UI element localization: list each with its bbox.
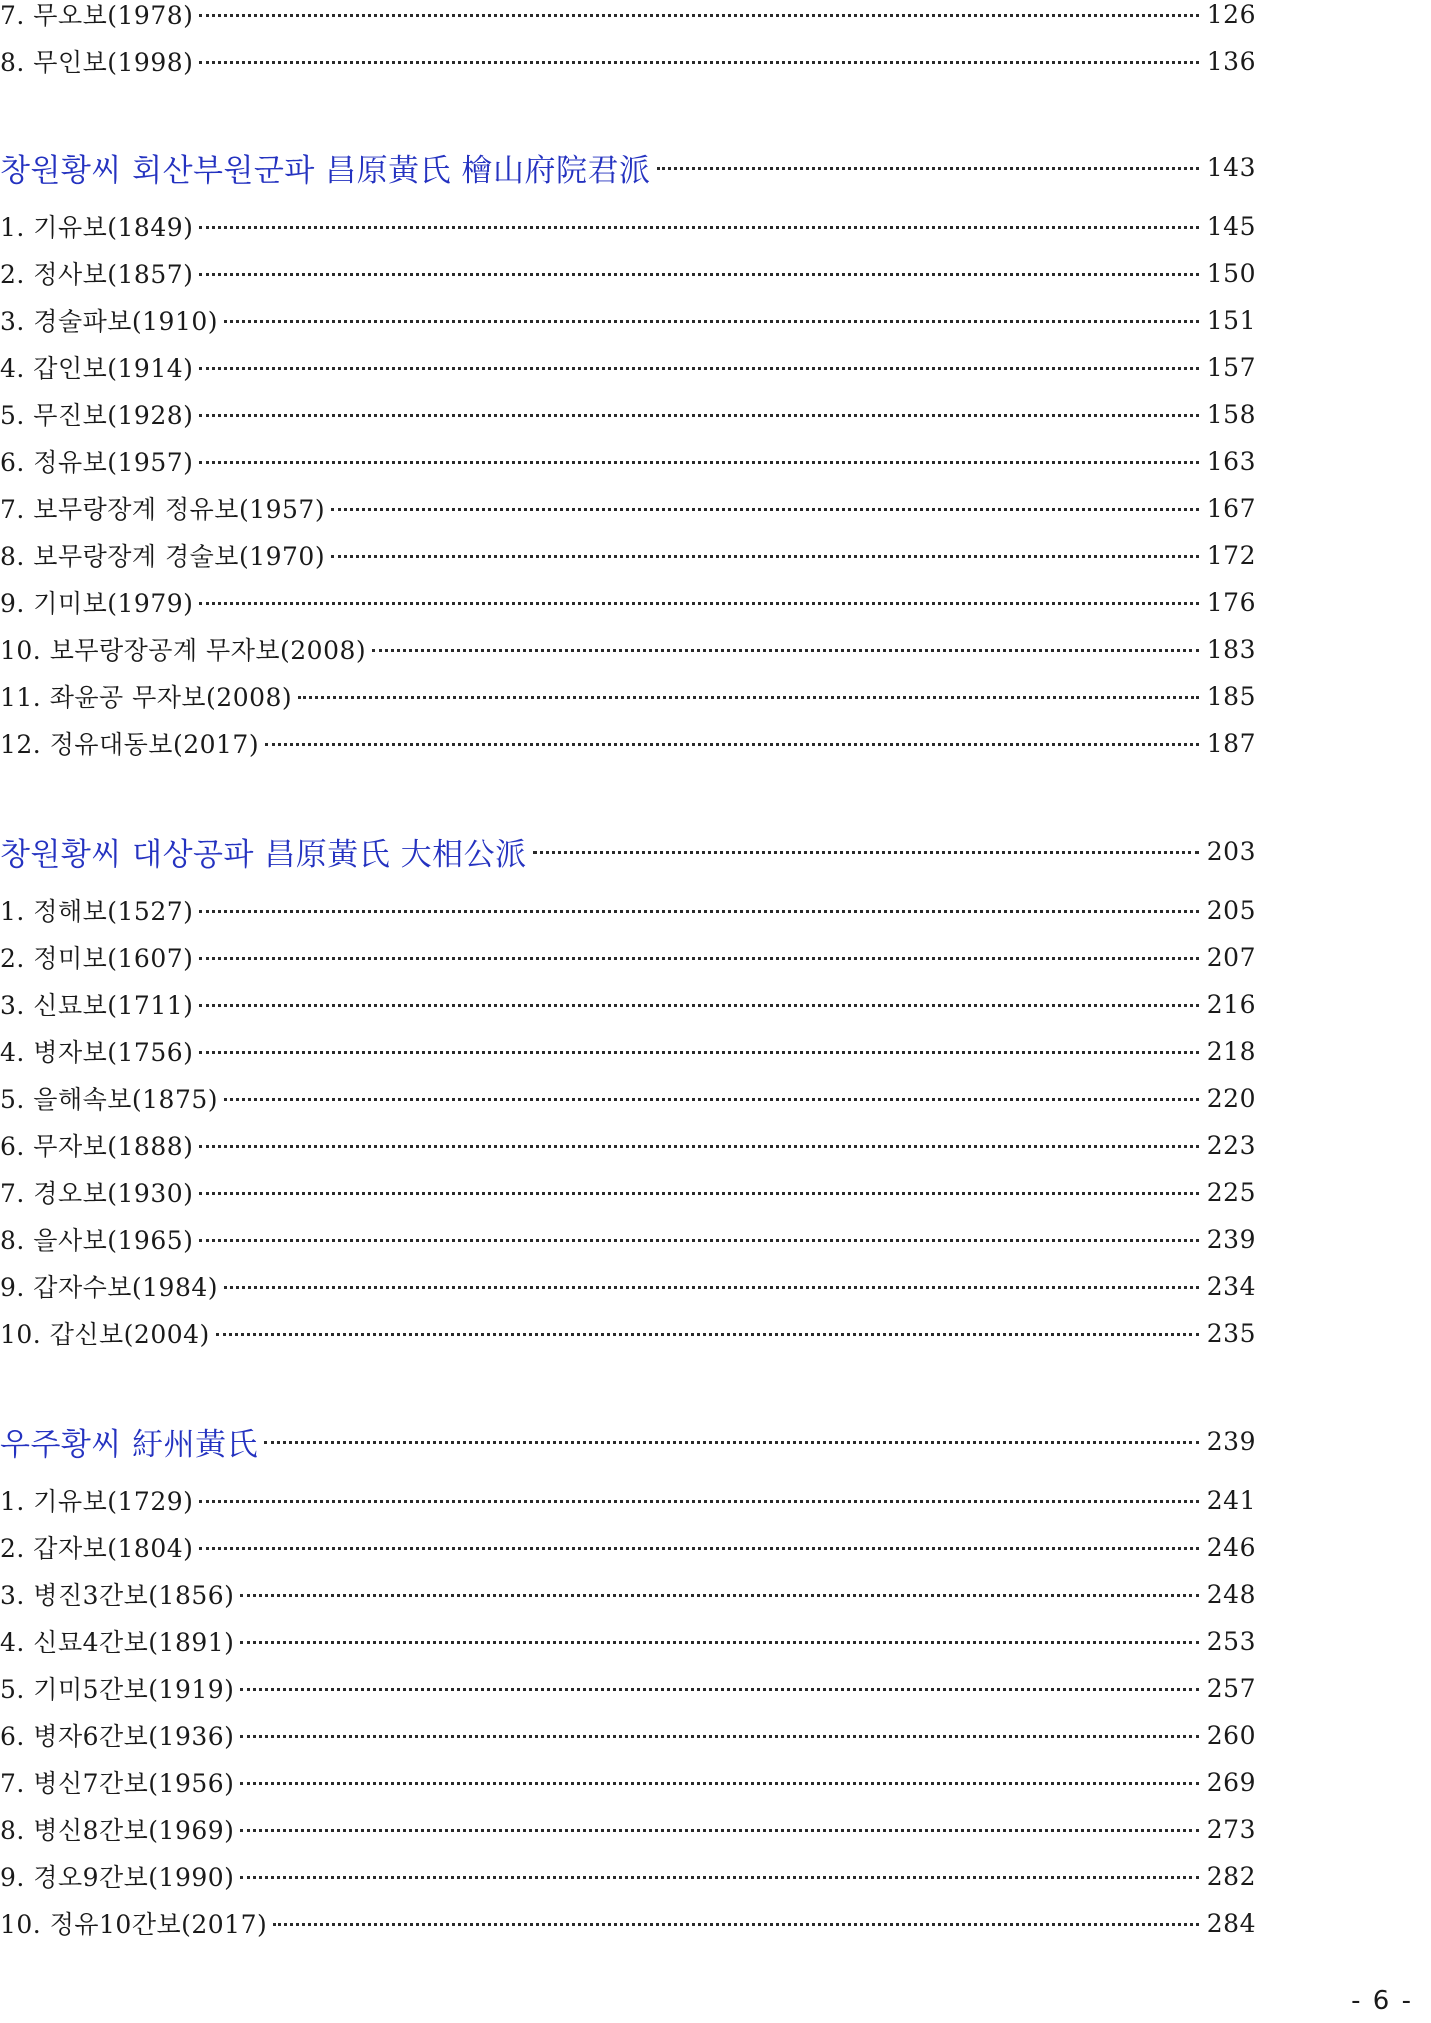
toc-entry-label: 8. 을사보(1965) xyxy=(0,1226,194,1255)
toc-entry-label: 7. 무오보(1978) xyxy=(0,1,194,30)
toc-entry[interactable] xyxy=(0,488,1256,528)
dot-leader xyxy=(199,226,1198,229)
dot-leader xyxy=(331,508,1199,511)
toc-entry[interactable] xyxy=(0,347,1256,387)
toc-section-heading[interactable] xyxy=(0,1421,1256,1461)
dot-leader xyxy=(199,414,1198,417)
section-heading-label: 우주황씨 紆州黃氏 xyxy=(0,1426,259,1463)
toc-page-number: 145 xyxy=(1206,211,1256,241)
section-heading-label: 창원황씨 대상공파 昌原黃氏 大相公派 xyxy=(0,836,527,873)
toc-page-number: 218 xyxy=(1206,1036,1256,1066)
toc-entry[interactable] xyxy=(0,890,1256,930)
dot-leader xyxy=(199,273,1198,276)
toc-entry[interactable] xyxy=(0,253,1256,293)
dot-leader xyxy=(199,1051,1198,1054)
toc-page-number: 158 xyxy=(1206,399,1256,429)
toc-entry[interactable] xyxy=(0,394,1256,434)
dot-leader xyxy=(199,1239,1198,1242)
toc-entry[interactable] xyxy=(0,1031,1256,1071)
toc-entry-label: 3. 병진3간보(1856) xyxy=(0,1581,235,1610)
toc-entry-label: 10. 갑신보(2004) xyxy=(0,1320,210,1349)
toc-entry[interactable] xyxy=(0,582,1256,622)
toc-entry-label: 7. 보무랑장계 정유보(1957) xyxy=(0,495,326,524)
toc-section-heading[interactable] xyxy=(0,147,1256,187)
toc-entry[interactable] xyxy=(0,206,1256,246)
toc-page-number: 234 xyxy=(1206,1271,1256,1301)
toc-entry[interactable] xyxy=(0,1527,1256,1567)
dot-leader xyxy=(240,1688,1198,1691)
toc-entry-label: 10. 정유10간보(2017) xyxy=(0,1910,268,1939)
toc-page-number: 248 xyxy=(1206,1579,1256,1609)
toc-entry-label: 3. 신묘보(1711) xyxy=(0,991,194,1020)
page-number: - 6 - xyxy=(1351,1986,1413,2016)
toc-entry[interactable] xyxy=(0,1762,1256,1802)
toc-entry-label: 1. 기유보(1849) xyxy=(0,213,194,242)
toc-page-number: 163 xyxy=(1206,446,1256,476)
dot-leader xyxy=(224,1098,1199,1101)
toc-entry-label: 8. 보무랑장계 경술보(1970) xyxy=(0,542,326,571)
toc-entry-label: 9. 갑자수보(1984) xyxy=(0,1273,219,1302)
toc-page-number: 126 xyxy=(1206,0,1256,29)
toc-entry-label: 10. 보무랑장공계 무자보(2008) xyxy=(0,636,367,665)
toc-entry-label: 2. 정미보(1607) xyxy=(0,944,194,973)
toc-entry-label: 5. 무진보(1928) xyxy=(0,401,194,430)
toc-page-number: 187 xyxy=(1206,728,1256,758)
toc-entry[interactable] xyxy=(0,723,1256,763)
toc-entry-label: 8. 무인보(1998) xyxy=(0,48,194,77)
dot-leader xyxy=(265,743,1199,746)
dot-leader xyxy=(240,1782,1198,1785)
toc-page-number: 257 xyxy=(1206,1673,1256,1703)
toc-entry[interactable] xyxy=(0,1078,1256,1118)
dot-leader xyxy=(224,320,1199,323)
toc-entry[interactable] xyxy=(0,937,1256,977)
dot-leader xyxy=(199,1004,1198,1007)
toc-page-number: 205 xyxy=(1206,895,1256,925)
toc-page-number: 150 xyxy=(1206,258,1256,288)
toc-page-number: 282 xyxy=(1206,1861,1256,1891)
toc-entry[interactable] xyxy=(0,300,1256,340)
toc-page-number: 151 xyxy=(1206,305,1256,335)
dot-leader xyxy=(199,367,1198,370)
dot-leader xyxy=(533,851,1199,854)
dot-leader xyxy=(199,910,1198,913)
toc-page-number: 273 xyxy=(1206,1814,1256,1844)
section-heading-label: 창원황씨 회산부원군파 昌原黃氏 檜山府院君派 xyxy=(0,152,651,189)
toc-entry-label: 4. 신묘4간보(1891) xyxy=(0,1628,235,1657)
toc-entry[interactable] xyxy=(0,984,1256,1024)
dot-leader xyxy=(240,1829,1198,1832)
dot-leader xyxy=(199,461,1198,464)
toc-page-number: 223 xyxy=(1206,1130,1256,1160)
toc-entry-label: 9. 기미보(1979) xyxy=(0,589,194,618)
toc-entry[interactable] xyxy=(0,1172,1256,1212)
dot-leader xyxy=(199,602,1198,605)
toc-entry-label: 2. 정사보(1857) xyxy=(0,260,194,289)
toc-entry-label: 2. 갑자보(1804) xyxy=(0,1534,194,1563)
toc-entry-label: 5. 을해속보(1875) xyxy=(0,1085,219,1114)
toc-entry-label: 1. 정해보(1527) xyxy=(0,897,194,926)
toc-page-number: 167 xyxy=(1206,493,1256,523)
toc-page-number: 172 xyxy=(1206,540,1256,570)
toc-entry-label: 7. 병신7간보(1956) xyxy=(0,1769,235,1798)
dot-leader xyxy=(216,1333,1199,1336)
toc-entry[interactable] xyxy=(0,441,1256,481)
toc-page-number: 284 xyxy=(1206,1908,1256,1938)
toc-page-number: 216 xyxy=(1206,989,1256,1019)
toc-entry-label: 8. 병신8간보(1969) xyxy=(0,1816,235,1845)
toc-entry[interactable] xyxy=(0,1621,1256,1661)
dot-leader xyxy=(240,1594,1198,1597)
dot-leader xyxy=(199,1192,1198,1195)
dot-leader xyxy=(273,1923,1199,1926)
toc-entry[interactable] xyxy=(0,1903,1256,1943)
toc-page-number: 220 xyxy=(1206,1083,1256,1113)
toc-entry[interactable] xyxy=(0,1266,1256,1306)
toc-page-number: 235 xyxy=(1206,1318,1256,1348)
toc-entry[interactable] xyxy=(0,629,1256,669)
toc-entry-label: 3. 경술파보(1910) xyxy=(0,307,219,336)
toc-page-number: 203 xyxy=(1206,836,1256,866)
dot-leader xyxy=(298,696,1199,699)
toc-entry-label: 1. 기유보(1729) xyxy=(0,1487,194,1516)
toc-entry-label: 6. 병자6간보(1936) xyxy=(0,1722,235,1751)
toc-page-number: 183 xyxy=(1206,634,1256,664)
dot-leader xyxy=(199,957,1198,960)
toc-page-number: 225 xyxy=(1206,1177,1256,1207)
toc-page-number: 239 xyxy=(1206,1426,1256,1456)
toc-entry-label: 4. 병자보(1756) xyxy=(0,1038,194,1067)
toc-page-number: 253 xyxy=(1206,1626,1256,1656)
toc-page-number: 269 xyxy=(1206,1767,1256,1797)
toc-entry-label: 4. 갑인보(1914) xyxy=(0,354,194,383)
dot-leader xyxy=(199,1145,1198,1148)
toc-entry[interactable] xyxy=(0,1125,1256,1165)
toc-entry[interactable] xyxy=(0,1809,1256,1849)
dot-leader xyxy=(199,61,1198,64)
dot-leader xyxy=(264,1441,1199,1444)
toc-entry-label: 12. 정유대동보(2017) xyxy=(0,730,260,759)
toc-entry[interactable] xyxy=(0,1313,1256,1353)
dot-leader xyxy=(199,1547,1198,1550)
toc-page-number: 260 xyxy=(1206,1720,1256,1750)
dot-leader xyxy=(224,1286,1199,1289)
toc-entry[interactable] xyxy=(0,1480,1256,1520)
toc-entry-label: 6. 정유보(1957) xyxy=(0,448,194,477)
toc-entry[interactable] xyxy=(0,1668,1256,1708)
toc-entry[interactable] xyxy=(0,1856,1256,1896)
toc-entry-label: 11. 좌윤공 무자보(2008) xyxy=(0,683,293,712)
dot-leader xyxy=(199,14,1198,17)
toc-section-heading[interactable] xyxy=(0,831,1256,871)
toc-page-number: 239 xyxy=(1206,1224,1256,1254)
toc-page-number: 157 xyxy=(1206,352,1256,382)
dot-leader xyxy=(657,167,1199,170)
dot-leader xyxy=(240,1735,1198,1738)
toc-page-number: 246 xyxy=(1206,1532,1256,1562)
toc-entry-label: 6. 무자보(1888) xyxy=(0,1132,194,1161)
toc-entry[interactable] xyxy=(0,676,1256,716)
toc-page-number: 136 xyxy=(1206,46,1256,76)
toc-entry-label: 9. 경오9간보(1990) xyxy=(0,1863,235,1892)
toc-entry[interactable] xyxy=(0,535,1256,575)
dot-leader xyxy=(240,1641,1198,1644)
toc-entry[interactable] xyxy=(0,0,1256,34)
toc-entry[interactable] xyxy=(0,1574,1256,1614)
toc-page-number: 143 xyxy=(1206,152,1256,182)
toc-entry-label: 7. 경오보(1930) xyxy=(0,1179,194,1208)
toc-entry[interactable] xyxy=(0,1219,1256,1259)
toc-page-number: 241 xyxy=(1206,1485,1256,1515)
toc-entry-label: 5. 기미5간보(1919) xyxy=(0,1675,235,1704)
toc-page-number: 185 xyxy=(1206,681,1256,711)
toc-page-number: 176 xyxy=(1206,587,1256,617)
dot-leader xyxy=(199,1500,1198,1503)
toc-entry[interactable] xyxy=(0,1715,1256,1755)
toc-page-number: 207 xyxy=(1206,942,1256,972)
dot-leader xyxy=(331,555,1199,558)
dot-leader xyxy=(372,649,1199,652)
dot-leader xyxy=(240,1876,1198,1879)
toc-entry[interactable] xyxy=(0,41,1256,81)
